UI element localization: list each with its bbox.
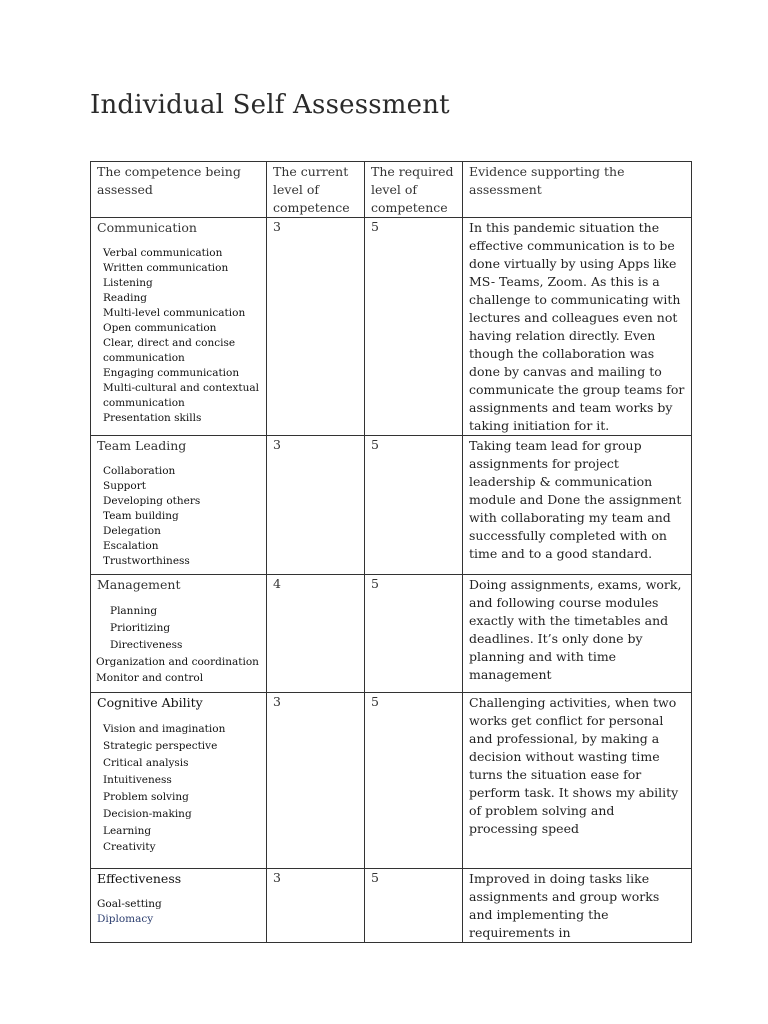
header-required-level: The required level of competence [365,162,463,218]
competence-category: Management [97,577,181,592]
table-row [91,575,692,693]
competence-item: Reading [103,292,147,304]
current-level: 3 [267,693,365,869]
competence-item: Clear, direct and concise communication [103,337,236,364]
competence-category: Team Leading [97,438,187,453]
competence-item: Diplomacy [97,913,154,925]
current-level: 3 [267,436,365,575]
competence-item: Learning [103,825,152,837]
evidence-text: In this pandemic situation the effective communication is to be done virtually by using Apps like MS- Teams, Zoom. As this is a challenge to communicating with lectures and colleagues even not having relation directly. Even though the collaboration was done by canvas and mailing to communicate the group teams for assignments and team works by taking initiation for it. [463,218,692,436]
competence-cell [91,693,267,869]
competence-items [97,246,260,426]
competence-item: Critical analysis [103,757,189,769]
competence-items [97,897,260,927]
competence-item: Verbal communication [103,247,223,259]
competence-item: Decision-making [103,808,192,820]
table-header-row [91,162,692,218]
competence-item: Intuitiveness [103,774,172,786]
competence-items [97,603,260,686]
competence-item: Problem solving [103,791,189,803]
competence-item: Strategic perspective [103,740,218,752]
required-level: 5 [365,869,463,943]
self-assessment-table [90,161,692,943]
current-level: 3 [267,218,365,436]
competence-category: Effectiveness [97,871,182,886]
evidence-text: Taking team lead for group assignments for project leadership & communication module and Done the assignment with collaborating my team and successfully completed with on time and to a good standard. [463,436,692,575]
competence-item: Delegation [103,525,161,537]
header-current-level: The current level of competence [267,162,365,218]
competence-item: Trustworthiness [103,555,190,567]
competence-item: Vision and imagination [103,723,226,735]
competence-cell [91,436,267,575]
current-level: 3 [267,869,365,943]
evidence-text: Challenging activities, when two works get conflict for personal and professional, by making a decision without wasting time turns the situation ease for perform task. It shows my ability of problem solving and processing speed [463,693,692,869]
competence-item: Team building [103,510,179,522]
current-level: 4 [267,575,365,693]
competence-item: Presentation skills [103,412,202,424]
required-level: 5 [365,693,463,869]
competence-category: Communication [97,220,197,235]
competence-items [97,721,260,855]
competence-cell [91,218,267,436]
document-title: Individual Self Assessment [90,90,450,120]
required-level: 5 [365,436,463,575]
competence-item: Escalation [103,540,159,552]
competence-item: Open communication [103,322,217,334]
table-row [91,218,692,436]
competence-item: Written communication [103,262,229,274]
header-evidence: Evidence supporting the assessment [463,162,692,218]
competence-item: Listening [103,277,153,289]
competence-item: Organization and coordination [96,656,259,668]
competence-cell [91,575,267,693]
competence-item: Developing others [103,495,201,507]
competence-item: Collaboration [103,465,176,477]
competence-item: Directiveness [110,639,183,651]
competence-item: Support [103,480,146,492]
required-level: 5 [365,218,463,436]
competence-items [97,464,260,569]
header-competence: The competence being assessed [91,162,267,218]
competence-item: Creativity [103,841,156,853]
competence-item: Engaging communication [103,367,240,379]
competence-item: Multi-cultural and contextual communication [103,382,259,409]
evidence-text: Doing assignments, exams, work, and following course modules exactly with the timetables and deadlines. It’s only done by planning and with time management [463,575,692,693]
table-row [91,693,692,869]
competence-item: Multi-level communication [103,307,246,319]
competence-category: Cognitive Ability [97,695,203,710]
competence-item: Goal-setting [97,898,162,910]
required-level: 5 [365,575,463,693]
table-row [91,869,692,943]
competence-item: Planning [110,605,158,617]
competence-cell [91,869,267,943]
competence-item: Monitor and control [96,672,204,684]
competence-item: Prioritizing [110,622,171,634]
evidence-text: Improved in doing tasks like assignments and group works and implementing the requirements in [463,869,692,943]
table-row [91,436,692,575]
